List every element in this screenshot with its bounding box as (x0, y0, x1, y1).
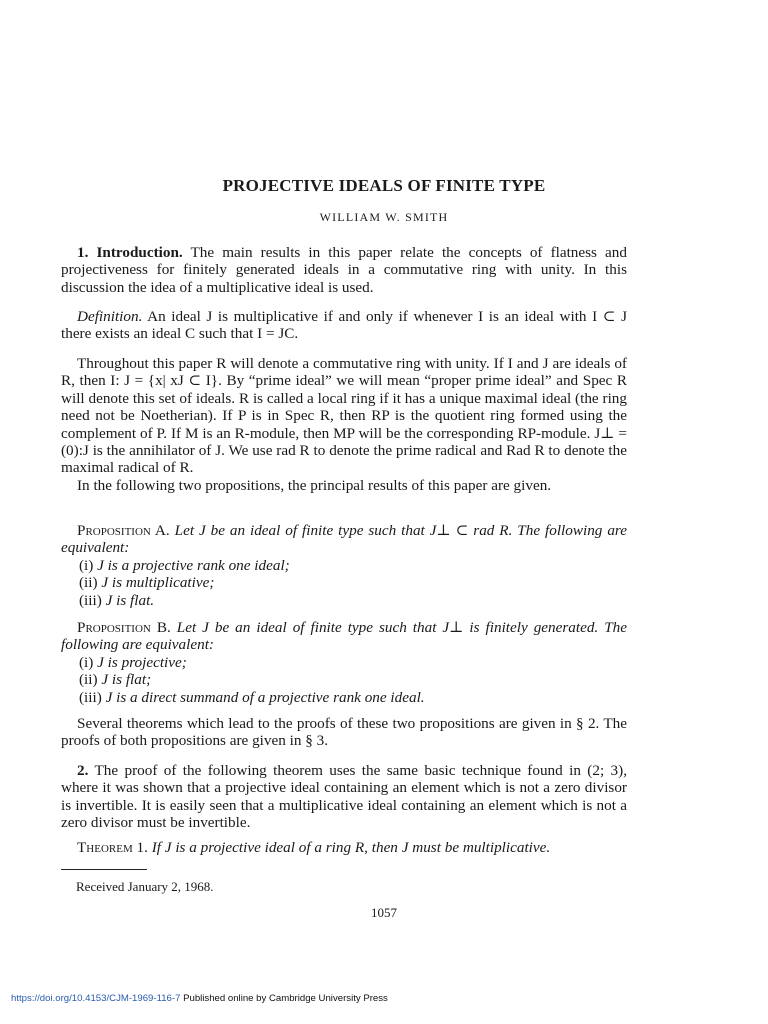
definition-text: An ideal J is multiplicative if and only if whenever I is an ideal with I ⊂ J there exists an ideal C such that I = JC. (61, 308, 627, 343)
list-item: (i) J is a projective rank one ideal; (79, 556, 290, 574)
several-text: Several theorems which lead to the proofs of these two propositions are given in § 2. The proofs of both propositions are given in § 3. (61, 715, 627, 750)
list-item: (iii) J is a direct summand of a projective rank one ideal. (79, 688, 425, 706)
doi-link[interactable]: https://doi.org/10.4153/CJM-1969-116-7 (11, 993, 181, 1004)
proposition-a-statement: Let J be an ideal of finite type such that J⊥ ⊂ rad R. The following are equivalent: (61, 522, 627, 557)
notation-text: Throughout this paper R will denote a commutative ring with unity. If I and J are ideals of R, then I: J = {x| xJ ⊂ I}. By “prime ideal” we will mean “proper prime ideal” and Spec R will denote this set of ideals. R is called a local ring if it has a unique maximal ideal (the ring need not be Noetherian). If P is in Spec R, then RP is the quotient ring formed using the complement of P. If M is an R-module, then MP will be the corresponding RP-module. J⊥ = (0):J is the annihilator of J. We use rad R to denote the prime radical and Rad R to denote the maximal radical of R. (61, 355, 627, 477)
theorem-1-statement: If J is a projective ideal of a ring R, then J must be multiplicative. (147, 839, 551, 856)
author-name: WILLIAM W. SMITH (319, 210, 449, 224)
several-paragraph (61, 715, 627, 750)
proposition-b-label: Proposition B. (77, 619, 171, 636)
section-2-text: The proof of the following theorem uses the same basic technique found in (2; 3), where it was shown that a projective ideal containing an element which is not a zero divisor is invertible. It is easily seen that a multiplicative ideal containing an element which is not a zero divisor must be invertible. (61, 762, 627, 832)
theorem-1-label: Theorem 1. (77, 839, 148, 856)
proposition-b-statement: Let J be an ideal of finite type such that J⊥ is finitely generated. The following are equivalent: (61, 619, 627, 654)
theorem-1 (61, 839, 627, 856)
propositions-intro: In the following two propositions, the principal results of this paper are given. (77, 476, 552, 494)
section-number: 2. (77, 762, 89, 779)
list-item: (i) J is projective; (79, 653, 187, 671)
introduction-paragraph (61, 244, 627, 296)
paper-title: PROJECTIVE IDEALS OF FINITE TYPE (222, 176, 546, 195)
notation-paragraph (61, 355, 627, 494)
list-item: (ii) J is flat; (79, 671, 152, 689)
page-number: 1057 (371, 905, 397, 920)
proposition-b (61, 619, 627, 706)
list-item: (iii) J is flat. (79, 591, 155, 609)
section-2-paragraph (61, 762, 627, 832)
proposition-a-label: Proposition A. (77, 522, 170, 539)
definition-label: Definition. (77, 308, 143, 325)
list-item: (ii) J is multiplicative; (79, 574, 215, 592)
section-heading: 1. Introduction. (77, 244, 183, 261)
proposition-a (61, 522, 627, 609)
footnote-divider (61, 869, 147, 870)
published-note: Published online by Cambridge University Press (180, 993, 388, 1004)
received-date: Received January 2, 1968. (76, 879, 214, 894)
intro-text: The main results in this paper relate the concepts of flatness and projectiveness for finitely generated ideals in a commutative ring with unity. In this discussion the idea of a multiplicative ideal is used. (61, 244, 627, 296)
footer (11, 993, 388, 1004)
definition-paragraph (61, 308, 627, 343)
